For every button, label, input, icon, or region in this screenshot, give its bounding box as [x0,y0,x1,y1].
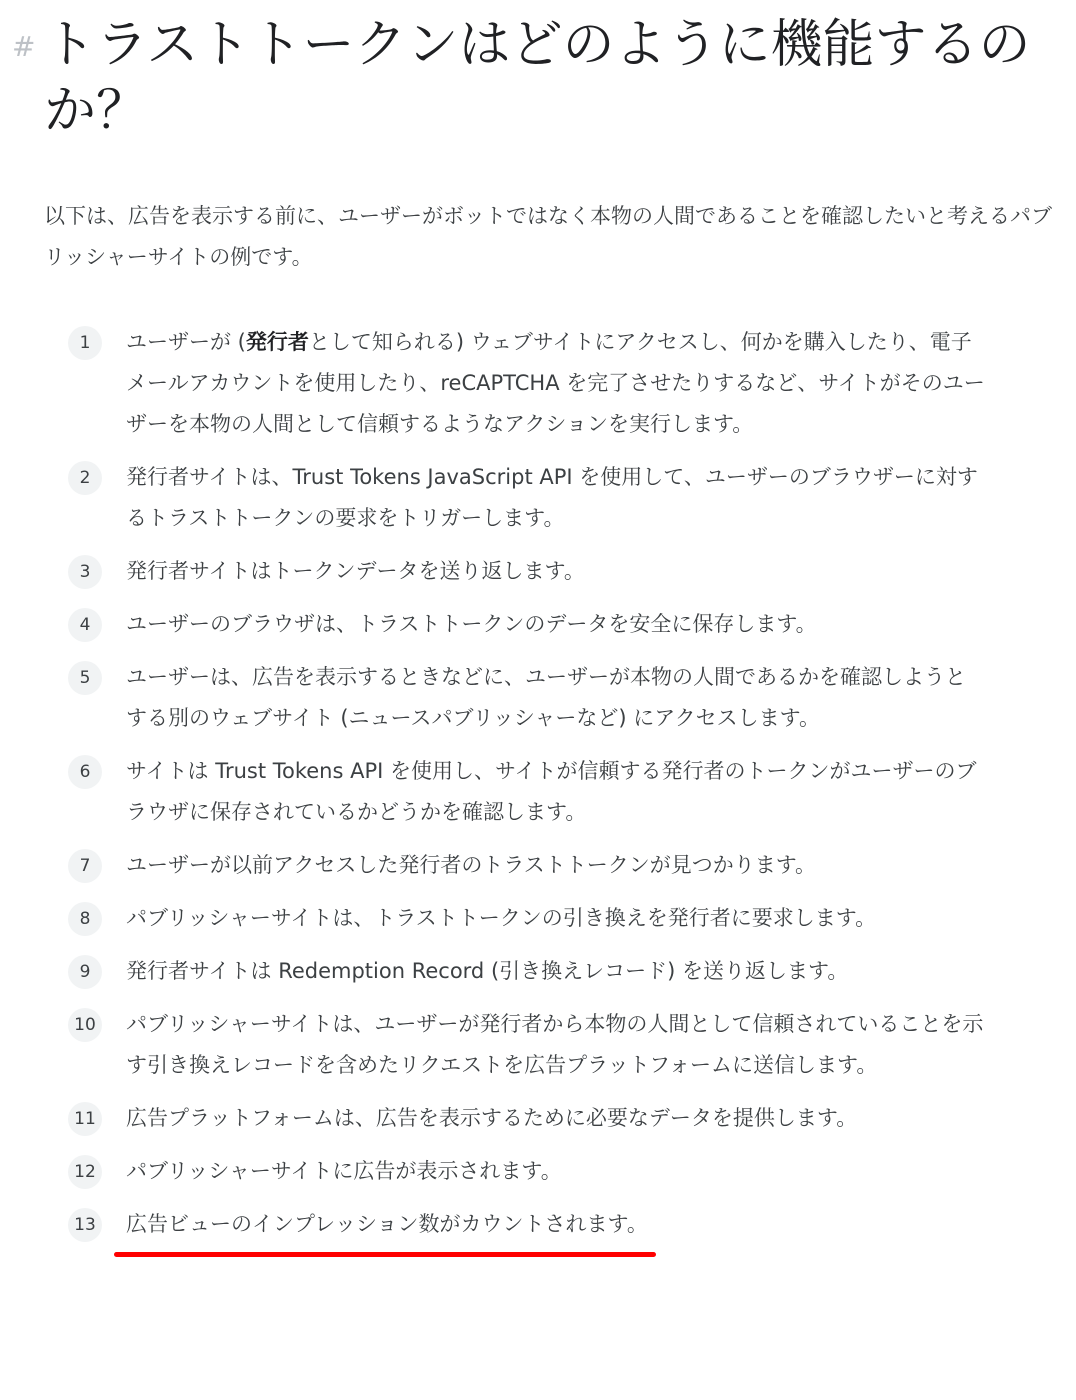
step-item [68,951,1008,992]
step-text: 広告プラットフォームは、広告を表示するために必要なデータを提供します。 [126,1106,858,1130]
step-text: パブリッシャーサイトは、ユーザーが発行者から本物の人間として信頼されていることを示す引き換えレコードを含めたリクエストを広告プラットフォームに送信します。 [126,1012,984,1077]
highlighted-text: 広告ビューのインプレッション数がカウントされます。 [126,1212,648,1236]
step-item [68,1151,1008,1192]
step-item [68,457,1008,539]
step-text: 発行者サイトはトークンデータを送り返します。 [126,559,585,583]
step-text: ユーザーが以前アクセスした発行者のトラストトークンが見つかります。 [126,853,817,877]
step-item [68,1098,1008,1139]
step-text: サイトは Trust Tokens API を使用し、サイトが信頼する発行者のトークンがユーザーのブラウザに保存されているかどうかを確認します。 [126,759,977,824]
step-text [126,1204,986,1245]
step-text [126,322,986,445]
step-text-part: ユーザーが ( [126,330,246,354]
step-item [68,322,1008,445]
step-number-badge: 5 [68,661,102,695]
heading-title: トラストトークンはどのように機能するのか？ [44,15,1031,141]
step-number-badge: 12 [68,1155,102,1189]
step-number-badge: 8 [68,902,102,936]
step-item [68,1204,1008,1245]
step-number-badge: 1 [68,326,102,360]
intro-paragraph: 以下は、広告を表示する前に、ユーザーがボットではなく本物の人間であることを確認したいと考えるパブリッシャーサイトの例です。 [44,204,1052,269]
step-number-badge: 3 [68,555,102,589]
red-underline-annotation [114,1252,656,1257]
step-number-badge: 9 [68,955,102,989]
step-number-badge: 11 [68,1102,102,1136]
step-item [68,1004,1008,1086]
step-item [68,604,1008,645]
step-item [68,751,1008,833]
step-number-badge: 2 [68,461,102,495]
step-text: パブリッシャーサイトは、トラストトークンの引き換えを発行者に要求します。 [126,906,877,930]
highlighted-step-text [126,1204,648,1245]
step-number-badge: 7 [68,849,102,883]
step-item [68,845,1008,886]
heading-anchor-link[interactable]: # [12,30,36,63]
step-number-badge: 13 [68,1208,102,1242]
step-text: 発行者サイトは Redemption Record (引き換えレコード) を送り返します。 [126,959,849,983]
step-item [68,657,1008,739]
step-text: ユーザーのブラウザは、トラストトークンのデータを安全に保存します。 [126,612,817,636]
step-text: パブリッシャーサイトに広告が表示されます。 [126,1159,562,1183]
step-text: ユーザーは、広告を表示するときなどに、ユーザーが本物の人間であるかを確認しようとする別のウェブサイト (ニュースパブリッシャーなど) にアクセスします。 [126,665,966,730]
step-number-badge: 10 [68,1008,102,1042]
step-item [68,898,1008,939]
step-text: 発行者サイトは、Trust Tokens JavaScript API を使用して、ユーザーのブラウザーに対するトラストトークンの要求をトリガーします。 [126,465,978,530]
issuer-term: 発行者 [245,330,309,354]
step-number-badge: 4 [68,608,102,642]
step-number-badge: 6 [68,755,102,789]
step-item [68,551,1008,592]
step-text-part: として知られる) ウェブサイトにアクセスし、何かを購入したり、電子メールアカウントを使用したり、reCAPTCHA を完了させたりするなど、サイトがそのユーザーを本物の人間として信頼するようなアクションを実行します。 [126,330,985,436]
page-heading [12,12,1064,144]
steps-list [68,322,1008,1257]
